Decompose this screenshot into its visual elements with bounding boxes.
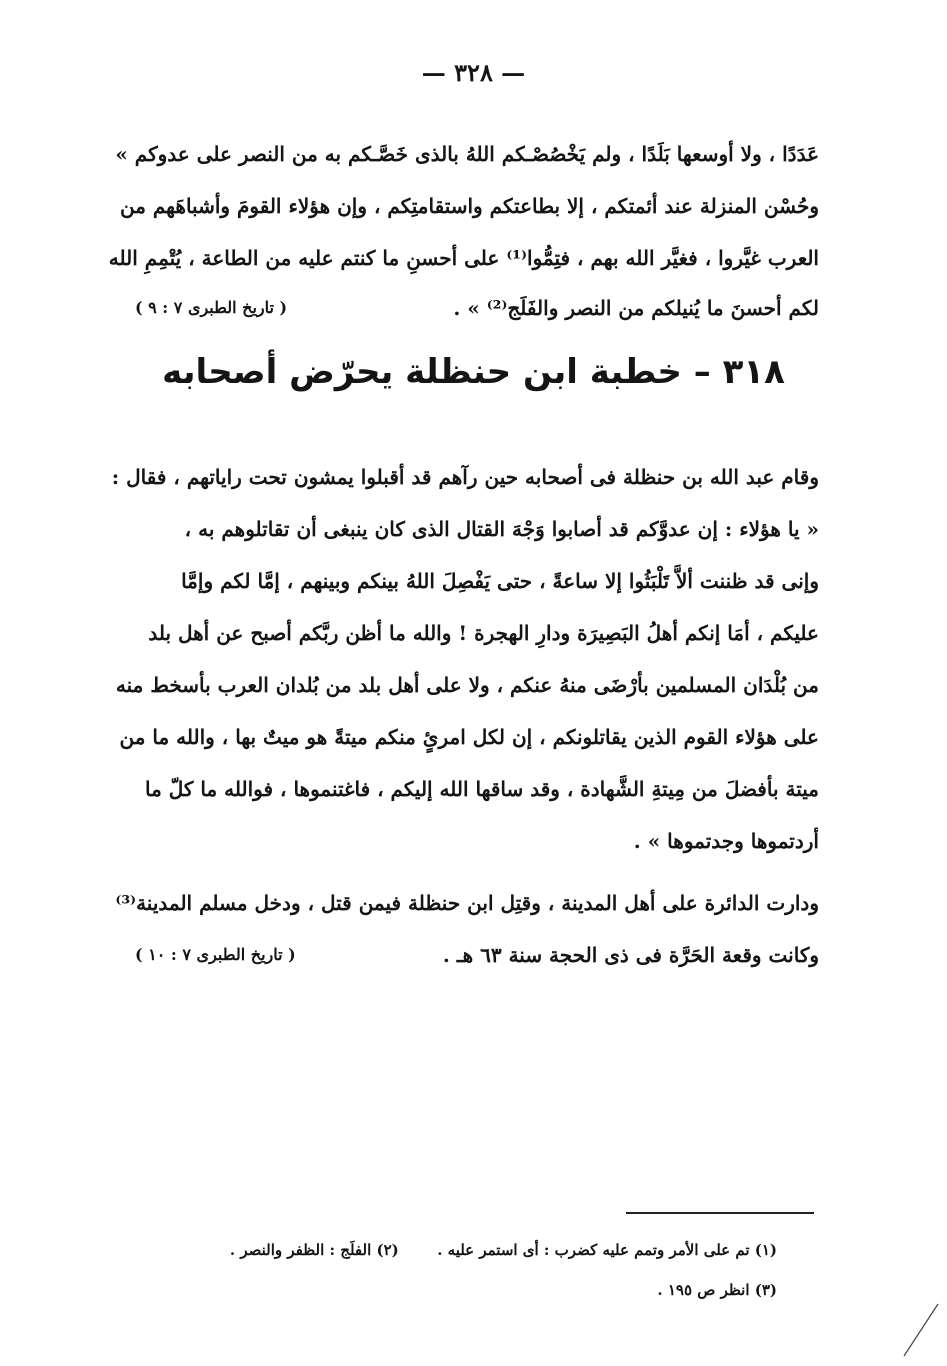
corner-scan-mark: [898, 1300, 942, 1360]
page-number: — ٣٢٨ —: [421, 58, 526, 87]
footnote-2: (٢) الفلَج : الظفر والنصر .: [229, 1241, 399, 1259]
paragraph-3: [115, 877, 819, 981]
paragraph-1: [108, 128, 819, 332]
text-line: ودارت الدائرة على أهل المدينة ، وقتِل ابن حنظلة فيمن قتل ، ودخل مسلم المدينة⁽³⁾: [115, 891, 819, 915]
text-line: وكانت وقعة الحَرَّة فى ذى الحجة سنة ٦٣ هـ .: [442, 943, 819, 967]
text-line: لكم أحسنَ ما يُنيلكم من النصر والفَلَج⁽²⁾ » .: [453, 296, 819, 320]
source-citation: ( تاريخ الطبرى ٧ : ١٠ ): [135, 945, 296, 964]
text-line: على هؤلاء القوم الذين يقاتلونكم ، إن لكل امرئٍ منكم ميتةً هو ميتٌ بها ، والله ما من: [119, 725, 819, 749]
text-line: العرب غيَّروا ، فغيَّر الله بهم ، فتِمُّوا⁽¹⁾ على أحسنِ ما كنتم عليه من الطاعة ، يُتْمِمِ الله: [108, 246, 819, 270]
footnotes: [157, 1230, 777, 1310]
section-heading: ٣١٨ – خطبة ابن حنظلة يحرّض أصحابه: [162, 352, 785, 392]
text-line: وقام عبد الله بن حنظلة فى أصحابه حين رآهم قد أقبلوا يمشون تحت راياتهم ، فقال :: [111, 465, 819, 489]
text-line: « يا هؤلاء : إن عدوَّكم قد أصابوا وَجْهَ القتال الذى كان ينبغى أن تقاتلوهم به ،: [184, 517, 819, 541]
text-line: وإنى قد ظننت ألاَّ تَلْبَثُوا إلا ساعةً ، حتى يَفْصِلَ اللهُ بينكم وبينهم ، إمَّا لكم وإمَّا: [181, 569, 819, 593]
footnote-1: (١) تم على الأمر وتمم عليه كضرب : أى استمر عليه .: [437, 1241, 777, 1259]
source-citation: ( تاريخ الطبرى ٧ : ٩ ): [135, 298, 288, 317]
text-line-with-source: [131, 929, 819, 981]
footnote-line: [157, 1270, 777, 1310]
text-line-with-source: [131, 284, 819, 332]
text-line: عَدَدًا ، ولا أوسعها بَلَدًا ، ولم يَخْصُصْـكم اللهُ بالذى خَصَّـكم به من النصر على عدوكم »: [115, 142, 819, 166]
text-line: عليكم ، أمَا إنكم أهلُ البَصِيرَة ودارِ الهجرة ! والله ما أظن ربَّكم أصبح عن أهل بلد: [148, 621, 819, 645]
text-line: أردتموها وجدتموها » .: [633, 829, 819, 853]
text-line: ميتة بأفضلَ من مِيتةِ الشَّهادة ، وقد ساقها الله إليكم ، فاغتنموها ، فوالله ما كلّ ما: [145, 777, 819, 801]
text-line: من بُلْدَان المسلمين بأرْضَى منهُ عنكم ، ولا على أهل بلد من بُلدان العرب بأسخط منه: [115, 673, 819, 697]
footnote-divider: [626, 1212, 814, 1214]
footnote-3: (٣) انظر ص ١٩٥ .: [657, 1281, 777, 1299]
paragraph-2: [111, 451, 819, 867]
footnote-line: [157, 1230, 777, 1270]
text-line: وحُسْن المنزلة عند أئمتكم ، إلا بطاعتكم واستقامتِكم ، وإن هؤلاء القومَ وأشباهَهم من: [119, 194, 819, 218]
